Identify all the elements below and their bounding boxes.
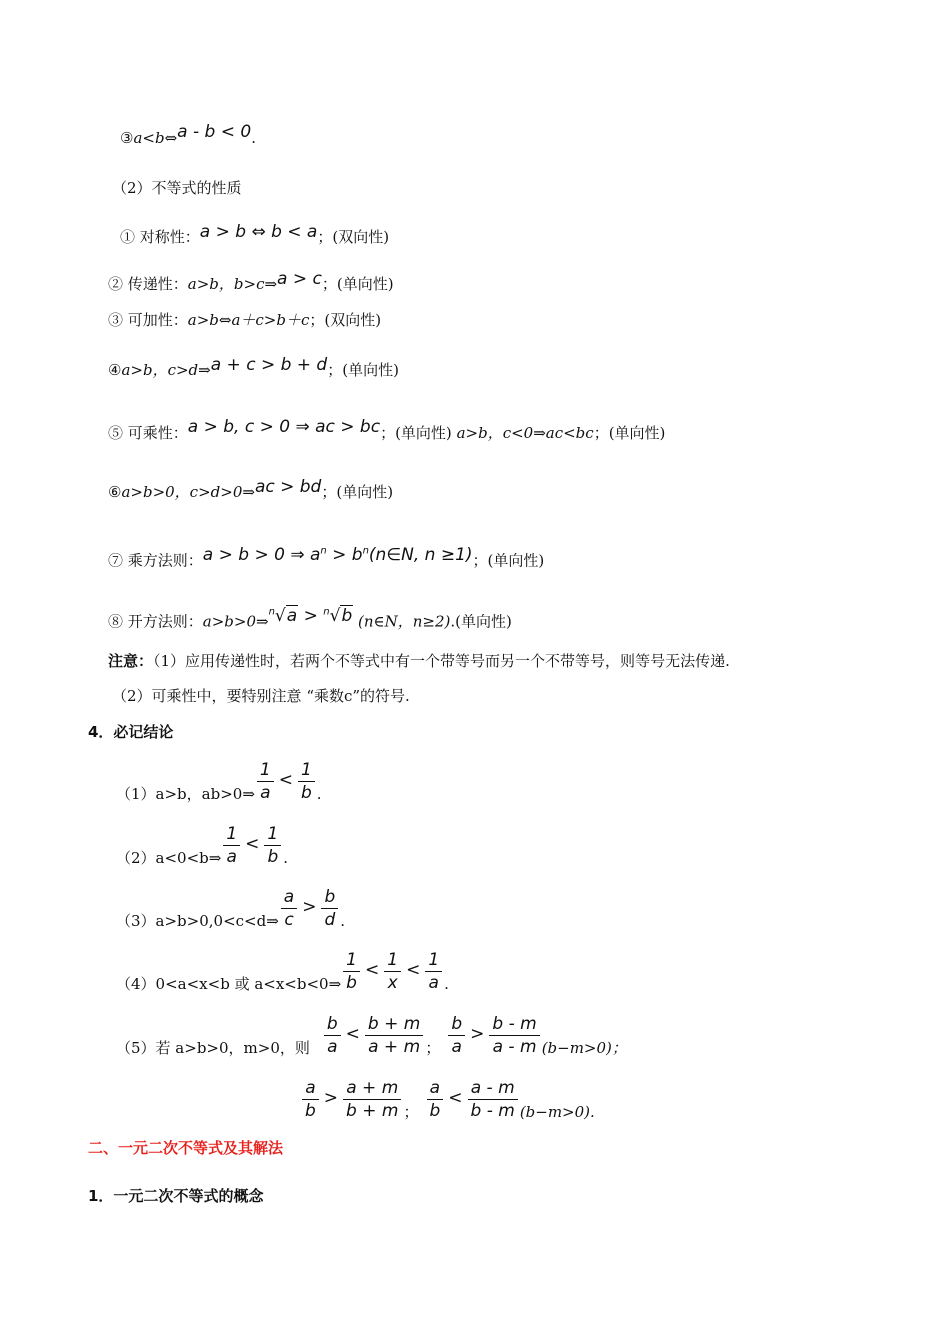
property-3: ③ 可加性：a>b⇔a＋c>b＋c；(双向性) [108,311,382,329]
section-4-title: 4．必记结论 [88,723,174,741]
property-7: ⑦ 乘方法则：a > b > 0 ⇒ $a^n$ > $b^n(n\in N$, n ≥1)；(单向性) [108,544,545,570]
section-2-title: （2）不等式的性质 [112,179,242,197]
math-expr: a > b, c > 0 ⇒ ac > bc [187,417,381,437]
section-1-title: 1．一元二次不等式的概念 [88,1187,264,1205]
conclusion-5: （5）若 a>b>0，m>0，则 $\frac{b}{a}$ < $\frac{b + m}{a + m}$ ； $\frac{b}{a}$ > $\frac{b - m}{a - m}$ (b−m>0)； [116,1013,627,1057]
math-expr: a + c > b + d [210,355,328,375]
notice-2: （2）可乘性中，要特别注意 “乘数c”的符号. [112,687,410,705]
conclusion-1: （1）a>b，ab>0⇒ $\frac{1}{a}$ < $\frac{1}{b}$ . [116,759,322,803]
conclusion-2: （2）a<0<b⇒ $\frac{1}{a}$ < $\frac{1}{b}$ . [116,823,289,867]
conclusion-5-continued: $\frac{a}{b}$ > $\frac{a + m}{b + m}$ ； $\frac{a}{b}$ < $\frac{a - m}{b - m}$ (b−m>0). [300,1074,595,1136]
math-expr: a > b ⇔ b < a [199,222,318,242]
circled-number: ③ [120,129,134,147]
property-8: ⑧ 开方法则：a>b>0⇒$^n$√a > $^n$√b (n∈N，n≥2).(单向性) [108,605,512,631]
math-expr: ac > bd [254,477,322,497]
conclusion-4: （4）0<a<x<b 或 a<x<b<0⇒ $\frac{1}{b}$ < $\frac{1}{x}$ < $\frac{1}{a}$ . [116,949,449,993]
property-6: ⑥a>b>0，c>d>0⇒ac > bd；(单向性) [108,477,394,501]
property-2: ② 传递性：a>b，b>c⇒a > c；(单向性) [108,269,394,293]
line-def-3: ③a<b⇔a - b < 0. [120,122,256,147]
notice-1: 注意：（1）应用传递性时，若两个不等式中有一个带等号而另一个不带等号，则等号无法传递. [108,652,730,670]
math-expr: a - b < 0 [177,122,252,142]
property-5: ⑤ 可乘性：a > b, c > 0 ⇒ ac > bc；(单向性) a>b，c<0⇒ac<bc；(单向性) [108,417,666,442]
property-4: ④a>b，c>d⇒a + c > b + d；(单向性) [108,355,399,379]
property-1: ① 对称性：a > b ⇔ b < a；(双向性) [120,222,390,246]
conclusion-3: （3）a>b>0,0<c<d⇒ $\frac{a}{c}$ > $\frac{b}{d}$ . [116,886,346,930]
math-expr: a > c [277,269,322,289]
part-2-title: 二、一元二次不等式及其解法 [88,1139,284,1157]
